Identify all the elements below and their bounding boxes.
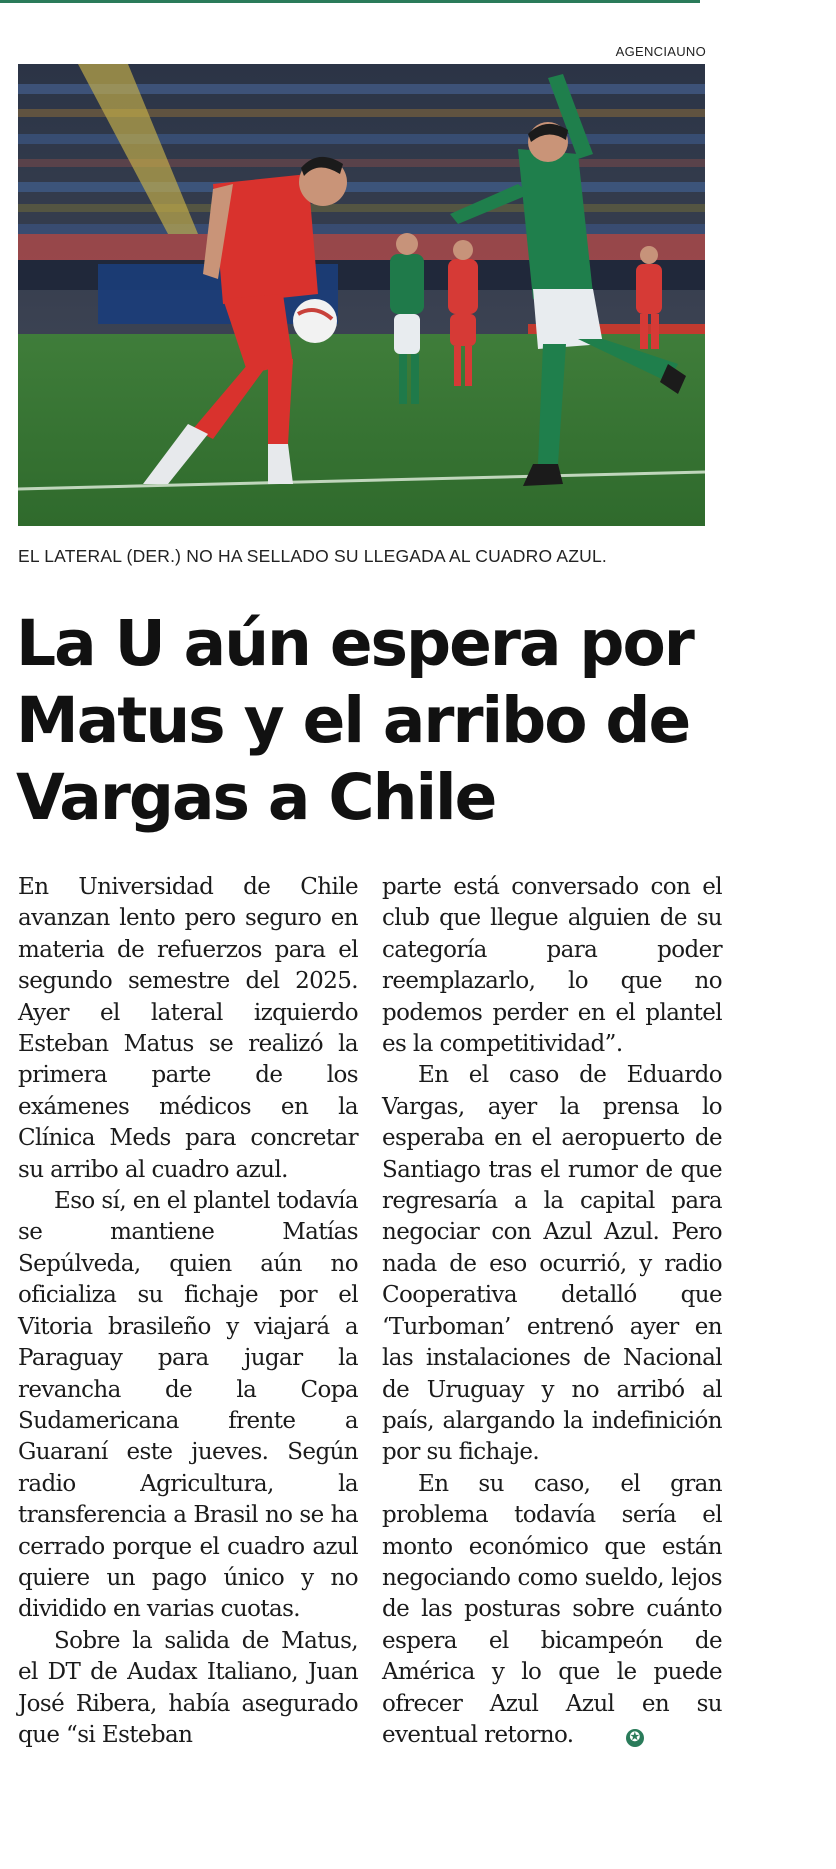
photo-caption: EL LATERAL (DER.) NO HA SELLADO SU LLEGADA AL CUADRO AZUL.: [18, 546, 607, 566]
body-paragraph: Eso sí, en el plantel todavía se mantiene Matías Sepúlveda, quien aún no oficializa su fichaje por el Vitoria brasileño y viajará a Paraguay para jugar la revancha de la Copa Sudamericana frente a Guaraní este jueves. Según radio Agricultura, la transferencia a Brasil no se ha cerrado porque el cuadro azul quiere un pago único y no dividido en varias cuotas.: [18, 1188, 358, 1623]
star-circle-icon: ✪: [626, 1729, 644, 1747]
body-paragraph: En su caso, el gran problema todavía sería el monto económico que están negociando como sueldo, lejos de las posturas sobre cuánto espera el bicampeón de América y lo que le puede ofrecer Azul Azul en su eventual retorno.: [382, 1470, 722, 1748]
article-photo: [18, 64, 705, 526]
body-paragraph: En Universidad de Chile avanzan lento pero seguro en materia de refuerzos para el segundo semestre del 2025. Ayer el lateral izquierdo Esteban Matus se realizó la primera parte de los exámenes médicos en la Clínica Meds para concretar su arribo al cuadro azul.: [18, 874, 358, 1183]
body-paragraph: parte está conversado con el club que llegue alguien de su categoría para poder reemplazarlo, lo que no podemos perder en el plantel es la competitividad”.: [382, 874, 722, 1058]
article-column-right: [382, 872, 722, 1751]
article-column-left: [18, 872, 358, 1751]
body-paragraph: En el caso de Eduardo Vargas, ayer la prensa lo esperaba en el aeropuerto de Santiago tras el rumor de que regresaría a la capital para negociar con Azul Azul. Pero nada de eso ocurrió, y radio Cooperativa detalló que ‘Turboman’ entrenó ayer en las instalaciones de Nacional de Uruguay y no arribó al país, alargando la indefinición por su fichaje.: [382, 1062, 722, 1466]
photo-credit: AGENCIAUNO: [615, 44, 706, 59]
body-paragraph: Sobre la salida de Matus, el DT de Audax Italiano, Juan José Ribera, había asegurado que “si Esteban: [18, 1627, 358, 1748]
top-rule: [0, 0, 700, 3]
football-match-photo: [18, 64, 705, 526]
headline: La U aún espera por Matus y el arribo de Vargas a Chile: [16, 607, 693, 834]
